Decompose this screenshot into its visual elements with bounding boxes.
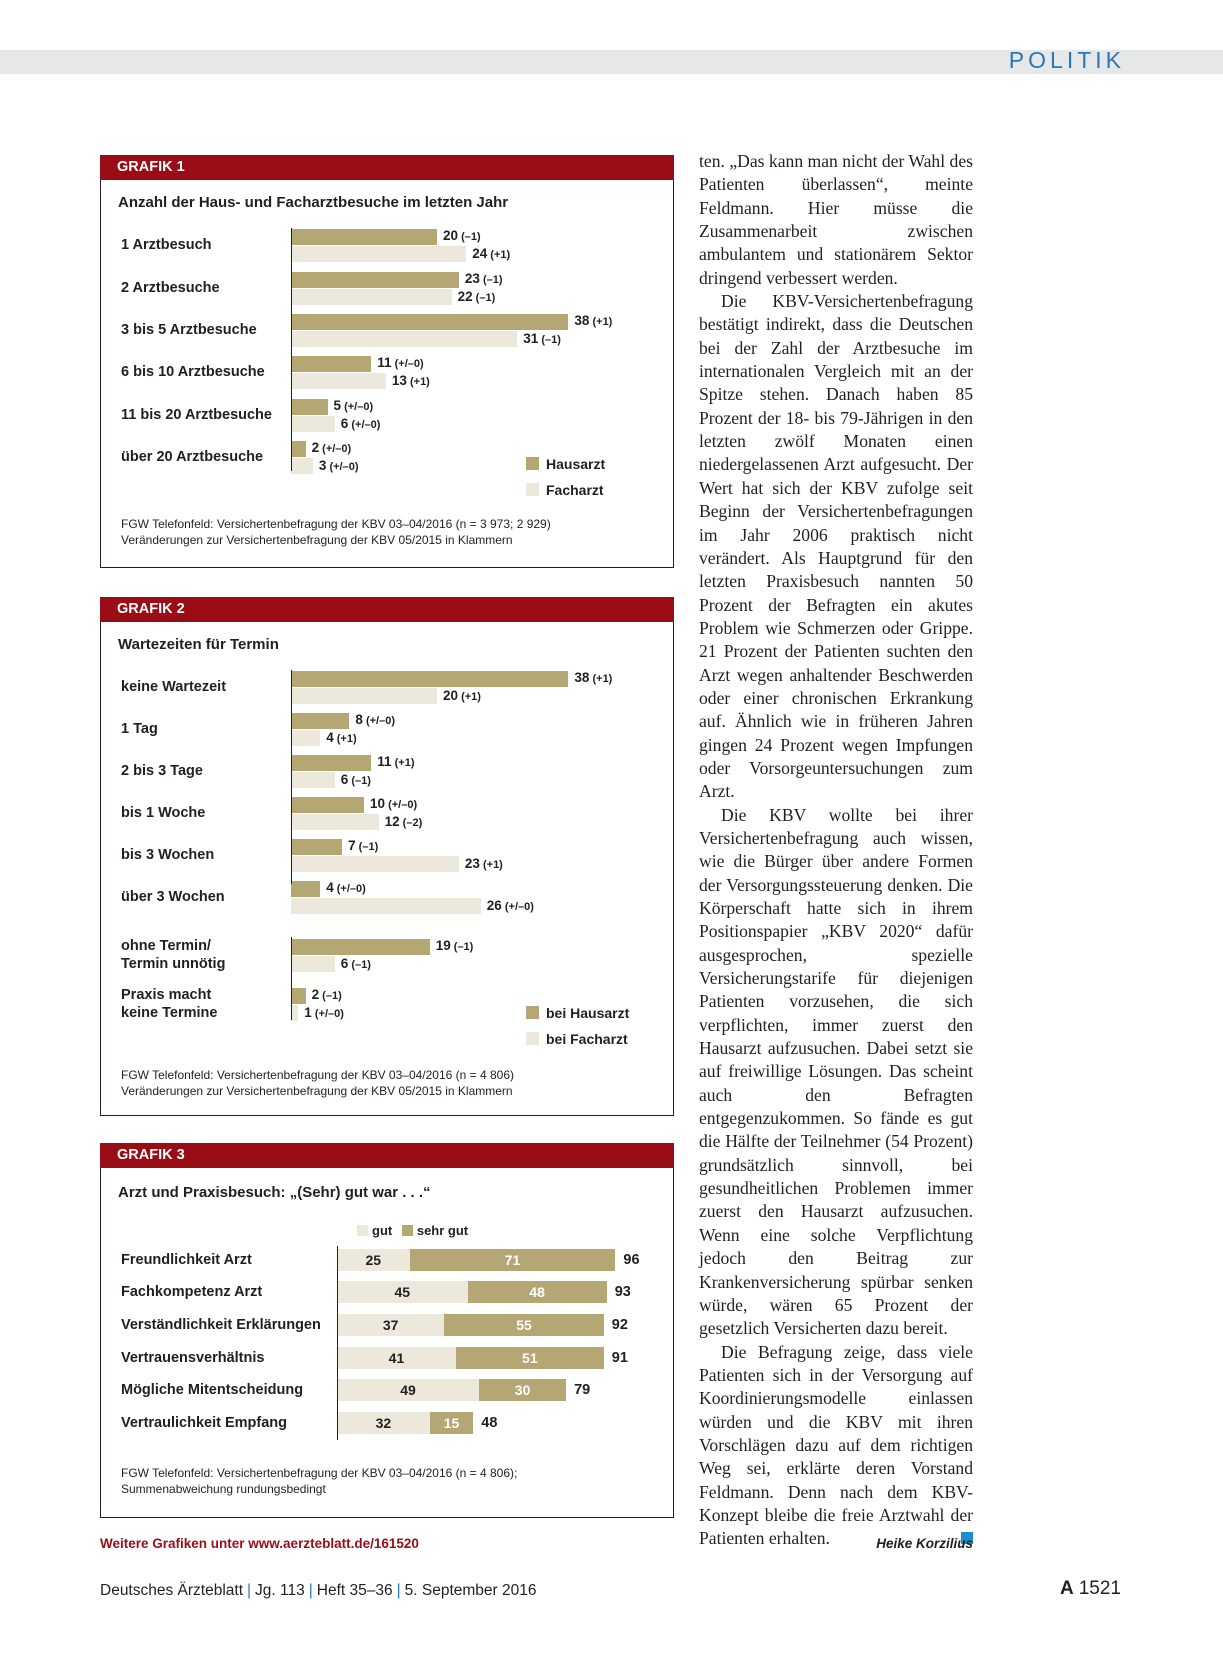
category-label: Praxis macht keine Termine	[121, 987, 218, 1021]
gut-segment: 41	[337, 1347, 456, 1369]
facharzt-bar	[291, 289, 452, 305]
hausarzt-value-label: 2 (+/–0)	[311, 440, 352, 455]
gut-segment: 49	[337, 1379, 479, 1401]
facharzt-bar	[291, 856, 459, 872]
hausarzt-value-label: 2 (–1)	[311, 987, 342, 1002]
hausarzt-value-label: 38 (+1)	[574, 313, 613, 328]
grafik-2-tag: GRAFIK 2	[100, 597, 674, 622]
stacked-bar	[337, 1281, 607, 1303]
category-label: Mögliche Mitentscheidung	[121, 1382, 304, 1398]
grafik-1	[100, 155, 674, 568]
journal-name: Deutsches Ärzteblatt	[100, 1582, 244, 1599]
grafik-3-legend: gut sehr gut	[357, 1223, 468, 1239]
grafik-1-source: FGW Telefonfeld: Versichertenbefragung der KBV 03–04/2016 (n = 3 973; 2 929) Veränderungen zur Versichertenbefragung der KBV 05/2015 in Klammern	[121, 517, 551, 547]
grafik-3-title: Arzt und Praxisbesuch: „(Sehr) gut war . . .“	[118, 1184, 431, 1201]
stacked-bar	[337, 1379, 566, 1401]
facharzt-value-label: 20 (+1)	[443, 688, 481, 703]
stacked-bar	[337, 1412, 473, 1434]
hausarzt-bar	[291, 229, 437, 245]
category-label: 1 Tag	[121, 721, 158, 737]
sehr-gut-swatch	[402, 1225, 413, 1236]
facharzt-value-label: 6 (+/–0)	[340, 416, 381, 431]
facharzt-value-label: 4 (+1)	[326, 730, 357, 745]
hausarzt-value-label: 5 (+/–0)	[333, 398, 374, 413]
facharzt-value-label: 1 (+/–0)	[304, 1005, 344, 1020]
grafik-1-legend-hausarzt: Hausarzt	[526, 456, 605, 472]
facharzt-bar	[291, 416, 335, 432]
facharzt-swatch	[526, 483, 539, 496]
total-value-label: 92	[611, 1317, 628, 1333]
page-number: A 1521	[1059, 1578, 1121, 1599]
hausarzt-swatch	[526, 457, 539, 470]
y-axis	[337, 1246, 338, 1440]
hausarzt-bar	[291, 839, 342, 855]
facharzt-bar	[291, 730, 320, 746]
hausarzt-bar	[291, 755, 371, 771]
facharzt-bar	[291, 246, 466, 262]
facharzt-bar	[291, 373, 386, 389]
total-value-label: 96	[623, 1252, 640, 1268]
article-paragraph: Die KBV-Versichertenbefragung bestätigt indirekt, dass die Deutschen bei der Zahl der Arztbesuche im internationalen Vergleich mit an der Spitze stehen. Danach haben 85 Prozent der 18- bis 79-Jährigen in den letzten zwölf Monaten einen niedergelassenen Arzt aufgesucht. Der Wert hat sich der KBV zufolge seit Beginn der Versichertenbefragungen im Jahr 2006 praktisch nicht verändert. Als Hauptgrund für den letzten Praxisbesuch nannten 50 Prozent der Befragten ein akutes Problem wie Schmerzen oder Grippe. 21 Prozent der Patienten suchten den Arzt wegen anhaltender Beschwerden oder einer chronischen Erkrankung auf. Ähnlich wie in früheren Jahren gingen 24 Prozent wegen Impfungen oder Vorsorgeuntersuchungen zum Arzt.	[699, 291, 973, 802]
hausarzt-value-label: 11 (+/–0)	[377, 355, 424, 370]
category-label: bis 3 Wochen	[121, 847, 215, 863]
category-label: über 3 Wochen	[121, 889, 225, 905]
hausarzt-value-label: 38 (+1)	[574, 670, 613, 685]
hausarzt-bar	[291, 356, 371, 372]
category-label: Fachkompetenz Arzt	[121, 1284, 263, 1300]
article-paragraph: ten. „Das kann man nicht der Wahl des Patienten überlassen“, meinte Feldmann. Hier müsse die Zusammenarbeit zwischen ambulantem und stationärem Sektor dringend verbessert werden.	[699, 151, 973, 288]
grafik-3-tag: GRAFIK 3	[100, 1143, 674, 1168]
facharzt-value-label: 23 (+1)	[464, 856, 503, 871]
facharzt-value-label: 26 (+/–0)	[486, 898, 534, 913]
sehr-gut-segment: 71	[410, 1249, 616, 1271]
weitere-grafiken-link[interactable]: Weitere Grafiken unter www.aerzteblatt.de/161520	[100, 1536, 419, 1551]
category-label: ohne Termin/ Termin unnötig	[121, 938, 226, 972]
sehr-gut-segment: 51	[456, 1347, 604, 1369]
facharzt-value-label: 6 (–1)	[340, 956, 371, 971]
gut-segment: 25	[337, 1249, 410, 1271]
hausarzt-value-label: 8 (+/–0)	[355, 712, 396, 727]
hausarzt-bar	[291, 272, 459, 288]
gut-swatch	[357, 1225, 368, 1236]
hausarzt-bar	[291, 797, 364, 813]
gut-segment: 37	[337, 1314, 444, 1336]
sehr-gut-segment: 55	[444, 1314, 604, 1336]
total-value-label: 91	[611, 1350, 628, 1366]
grafik-1-legend-facharzt: Facharzt	[526, 482, 604, 498]
category-label: Vertrauensverhältnis	[121, 1350, 265, 1366]
category-label: 11 bis 20 Arztbesuche	[121, 407, 272, 423]
grafik-3	[100, 1143, 674, 1518]
hausarzt-value-label: 19 (–1)	[435, 938, 474, 953]
hausarzt-bar	[291, 671, 568, 687]
facharzt-bar	[291, 688, 437, 704]
facharzt-value-label: 12 (–2)	[384, 814, 423, 829]
grafik-2-title: Wartezeiten für Termin	[118, 636, 279, 653]
gut-segment: 32	[337, 1412, 430, 1434]
category-label: 1 Arztbesuch	[121, 237, 212, 253]
hausarzt-bar	[291, 441, 306, 457]
article-paragraph: Die KBV wollte bei ihrer Versichertenbefragung auch wissen, wie die Bürger über andere Formen der Versorgungssteuerung denken. Die Körperschaft hatte sich in ihrem Positionspapier „KBV 2020“ dafür ausgesprochen, spezielle Versicherungstarife für diejenigen Patienten vorzusehen, die sich verpflichten, immer zuerst den Hausarzt aufzusuchen. Dabei setzt sie auf freiwillige Lösungen. Das scheint auch den Befragten entgegenzukommen. So fände es gut die Hälfte der Teilnehmer (54 Prozent) grundsätzlich sinnvoll, bei gesundheitlichen Problemen immer zuerst den Hausarzt aufzusuchen. Wenn eine solche Verpflichtung jedoch den Beitrag zur Krankenversicherung spürbar senken würde, wären 65 Prozent der gesetzlich Versicherten dazu bereit.	[699, 804, 973, 1339]
hausarzt-bar	[291, 881, 320, 897]
category-label: Vertraulichkeit Empfang	[121, 1415, 287, 1431]
article-body	[699, 150, 973, 1551]
facharzt-bar	[291, 956, 335, 972]
sehr-gut-segment: 30	[479, 1379, 566, 1401]
author: Heike Korzilius	[876, 1536, 973, 1551]
hausarzt-bar	[291, 399, 328, 415]
facharzt-value-label: 3 (+/–0)	[318, 458, 359, 473]
category-label: 3 bis 5 Arztbesuche	[121, 322, 257, 338]
facharzt-value-label: 31 (–1)	[523, 331, 561, 346]
issue: Heft 35–36	[316, 1582, 393, 1599]
grafik-2-legend-hausarzt: bei Hausarzt	[526, 1005, 629, 1021]
facharzt-value-label: 6 (–1)	[340, 772, 371, 787]
hausarzt-value-label: 4 (+/–0)	[326, 880, 366, 895]
hausarzt-bar	[291, 314, 568, 330]
facharzt-bar	[291, 772, 335, 788]
category-label: Verständlichkeit Erklärungen	[121, 1317, 321, 1333]
grafik-3-source: FGW Telefonfeld: Versichertenbefragung der KBV 03–04/2016 (n = 4 806); Summenabweichung rundungsbedingt	[121, 1466, 518, 1496]
y-axis	[291, 228, 292, 471]
total-value-label: 48	[481, 1415, 498, 1431]
grafik-1-tag: GRAFIK 1	[100, 155, 674, 180]
grafik-2-legend-facharzt: bei Facharzt	[526, 1031, 628, 1047]
date: 5. September 2016	[404, 1582, 537, 1599]
footer: Deutsches Ärzteblatt | Jg. 113 | Heft 35–36 | 5. September 2016	[100, 1582, 537, 1599]
sehr-gut-segment: 48	[468, 1281, 607, 1303]
volume: Jg. 113	[255, 1582, 305, 1599]
facharzt-bar	[291, 1005, 298, 1021]
category-label: keine Wartezeit	[121, 679, 227, 695]
category-label: Freundlichkeit Arzt	[121, 1252, 252, 1268]
grafik-2	[100, 597, 674, 1116]
hausarzt-value-label: 23 (–1)	[464, 271, 503, 286]
facharzt-bar	[291, 331, 517, 347]
sehr-gut-segment: 15	[430, 1412, 474, 1434]
y-axis	[291, 670, 292, 884]
total-value-label: 93	[614, 1284, 631, 1300]
category-label: bis 1 Woche	[121, 805, 206, 821]
hausarzt-value-label: 11 (+1)	[377, 754, 415, 769]
facharzt-bar	[291, 814, 379, 830]
total-value-label: 79	[574, 1382, 591, 1398]
stacked-bar	[337, 1347, 604, 1369]
grafik-1-title: Anzahl der Haus- und Facharztbesuche im letzten Jahr	[118, 194, 509, 211]
hausarzt-bar	[291, 939, 430, 955]
category-label: 2 bis 3 Tage	[121, 763, 203, 779]
gut-segment: 45	[337, 1281, 468, 1303]
article-paragraph: Die Befragung zeige, dass viele Patienten sich in der Versorgung auf Koordinierungsmodelle einlassen würden und die KBV mit ihren Vorschlägen dazu auf dem richtigen Weg sei, erklärte deren Vorstand Feldmann. Denn nach dem KBV-Konzept bleibe die freie Arztwahl der Patienten erhalten.	[699, 1341, 973, 1549]
stacked-bar	[337, 1314, 604, 1336]
facharzt-bar	[291, 898, 481, 914]
hausarzt-value-label: 20 (–1)	[443, 228, 481, 243]
section-label: POLITIK	[1008, 47, 1125, 73]
stacked-bar	[337, 1249, 615, 1271]
hausarzt-swatch	[526, 1006, 539, 1019]
facharzt-bar	[291, 458, 313, 474]
y-axis	[291, 937, 292, 1020]
category-label: über 20 Arztbesuche	[121, 449, 264, 465]
hausarzt-value-label: 10 (+/–0)	[370, 796, 418, 811]
category-label: 2 Arztbesuche	[121, 280, 220, 296]
facharzt-value-label: 22 (–1)	[457, 289, 496, 304]
category-label: 6 bis 10 Arztbesuche	[121, 364, 265, 380]
grafik-2-source: FGW Telefonfeld: Versichertenbefragung der KBV 03–04/2016 (n = 4 806) Veränderungen zur Versichertenbefragung der KBV 05/2015 in Klammern	[121, 1068, 515, 1098]
hausarzt-value-label: 7 (–1)	[348, 838, 379, 853]
facharzt-swatch	[526, 1032, 539, 1045]
facharzt-value-label: 13 (+1)	[391, 373, 430, 388]
facharzt-value-label: 24 (+1)	[472, 246, 511, 261]
hausarzt-bar	[291, 988, 306, 1004]
hausarzt-bar	[291, 713, 349, 729]
